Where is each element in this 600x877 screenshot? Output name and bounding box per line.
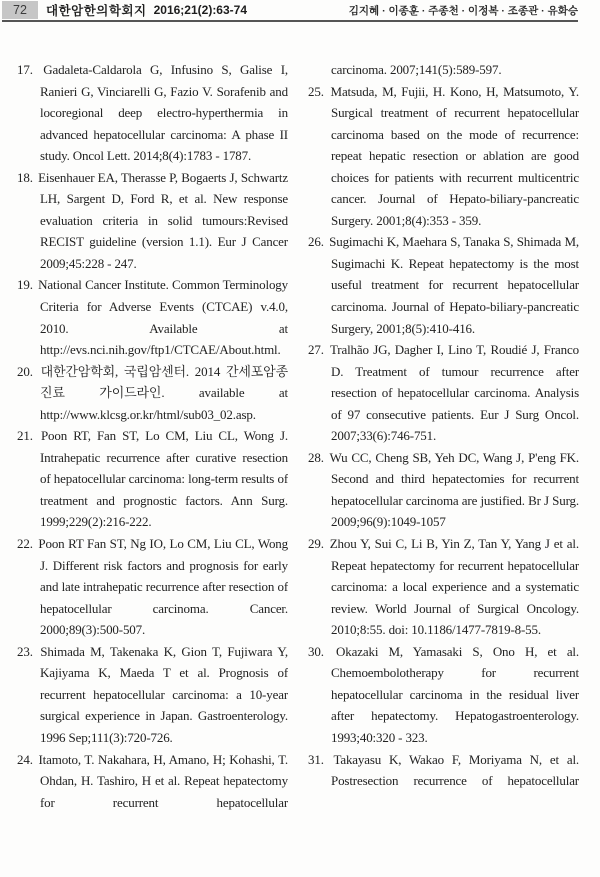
reference-text: Shimada M, Takenaka K, Gion T, Fujiwara Y, Kajiyama K, Maeda T et al. Prognosis of recurrent hepatocellular carcinoma: a 10-year surgical experience in Japan. Gastroenterology. 1996 Sep;111(3):720-726. <box>40 643 288 745</box>
reference-item <box>308 81 579 232</box>
reference-text: Eisenhauer EA, Therasse P, Bogaerts J, Schwartz LH, Sargent D, Ford R, et al. New response evaluation criteria in solid tumours:Revised RECIST guideline (version 1.1). Eur J Cancer 2009;45:228 - 247. <box>38 169 288 271</box>
reference-text: 대한간암학회, 국립암센터. 2014 간세포암종 진료 가이드라인. available at http://www.klcsg.or.kr/html/sub03_02.asp. <box>40 363 288 422</box>
reference-item <box>308 59 579 81</box>
reference-number: 30. <box>308 643 324 659</box>
reference-number: 19. <box>17 277 33 293</box>
reference-number: 25. <box>308 83 324 99</box>
references-column-right <box>308 59 579 877</box>
reference-item <box>17 533 288 641</box>
reference-text: Tralhão JG, Dagher I, Lino T, Roudié J, Franco D. Treatment of tumour recurrence after resection of hepatocellular carcinoma. Analysis of 97 consecutive patients. Eur J Surg Oncol. 2007;33(6):746-751. <box>329 342 579 444</box>
reference-number: 27. <box>308 342 324 358</box>
reference-item <box>308 447 579 533</box>
reference-item <box>17 641 288 749</box>
reference-text: Okazaki M, Yamasaki S, Ono H, et al. Chemoembolotherapy for recurrent hepatocellular carcinoma in the residual liver after hepatectomy. Hepatogastroenterology. 1993;40:320 - 323. <box>331 643 579 745</box>
reference-text: Wu CC, Cheng SB, Yeh DC, Wang J, P'eng FK. Second and third hepatectomies for recurrent hepatocellular carcinoma are justified. Br J Surg. 2009;96(9):1049-1057 <box>329 449 579 530</box>
reference-item <box>17 167 288 275</box>
references-column-left <box>17 59 288 877</box>
reference-number: 21. <box>17 428 33 444</box>
reference-item <box>17 274 288 360</box>
reference-number: 31. <box>308 751 324 767</box>
reference-number: 26. <box>308 234 324 250</box>
reference-item <box>17 749 288 814</box>
reference-item <box>17 425 288 533</box>
author-names: 김지혜 · 이종훈 · 주종천 · 이정복 · 조종관 · 유화승 <box>348 4 578 17</box>
reference-text: National Cancer Institute. Common Terminology Criteria for Adverse Events (CTCAE) v.4.0, 2010. Available at http://evs.nci.nih.gov/ftp1/CTCAE/About.html. <box>38 277 288 358</box>
reference-number: 20. <box>17 363 33 379</box>
page-number: 72 <box>2 1 38 19</box>
reference-text: carcinoma. 2007;141(5):589-597. <box>331 62 502 77</box>
reference-item <box>17 361 288 426</box>
reference-item <box>308 641 579 749</box>
reference-text: Zhou Y, Sui C, Li B, Yin Z, Tan Y, Yang J et al. Repeat hepatectomy for recurrent hepatocellular carcinoma: a local experience and a systematic review. World Journal of Surgical Oncology. 2010;8:55. doi: 10.1186/1477-7819-8-55. <box>329 536 579 638</box>
reference-item <box>308 231 579 339</box>
reference-number: 29. <box>308 536 324 552</box>
running-header <box>2 0 578 22</box>
reference-item <box>308 339 579 447</box>
reference-number: 23. <box>17 643 33 659</box>
reference-number: 24. <box>17 751 33 767</box>
reference-text: Gadaleta-Caldarola G, Infusino S, Galise I, Ranieri G, Vinciarelli G, Fazio V. Sorafenib and locoregional deep electro-hyperthermia in advanced hepatocellular carcinoma: A phase II study. Oncol Lett. 2014;8(4):1783 - 1787. <box>40 62 288 164</box>
reference-text: Sugimachi K, Maehara S, Tanaka S, Shimada M, Sugimachi K. Repeat hepatectomy is the most useful treatment for recurrent hepatocellular carcinoma. Journal of Hepato-biliary-pancreatic Surgery, 2001;8(5):410-416. <box>329 234 579 336</box>
journal-citation: 2016;21(2):63-74 <box>153 3 248 17</box>
reference-number: 17. <box>17 62 33 77</box>
journal-title: 대한암한의학회지 <box>46 4 147 18</box>
reference-item <box>17 59 288 167</box>
reference-text: Matsuda, M, Fujii, H. Kono, H, Matsumoto, Y. Surgical treatment of recurrent hepatocellular carcinoma based on the mode of recurrence: repeat hepatic resection or ablation are good choices for patients with recurrent multicentric cancer. Journal of Hepato-biliary-pancreatic Surgery. 2001;8(4):353 - 359. <box>330 83 579 228</box>
reference-text: Itamoto, T. Nakahara, H, Amano, H; Kohashi, T. Ohdan, H. Tashiro, H et al. Repeat hepatectomy for recurrent hepatocellular <box>38 751 288 810</box>
reference-number: 28. <box>308 449 324 465</box>
reference-number: 18. <box>17 169 33 185</box>
reference-number: 22. <box>17 536 33 552</box>
reference-item <box>308 749 579 792</box>
reference-text: Takayasu K, Wakao F, Moriyama N, et al. Postresection recurrence of hepatocellular <box>331 751 579 789</box>
reference-text: Poon RT Fan ST, Ng IO, Lo CM, Liu CL, Wong J. Different risk factors and prognosis for early and late intrahepatic recurrence after resection of hepatocellular carcinoma. Cancer. 2000;89(3):500-507. <box>38 536 288 638</box>
reference-item <box>308 533 579 641</box>
reference-list <box>17 59 579 877</box>
reference-text: Poon RT, Fan ST, Lo CM, Liu CL, Wong J. Intrahepatic recurrence after curative resection of hepatocellular carcinoma: long-term results of treatment and prognostic factors. Ann Surg. 1999;229(2):216-222. <box>40 428 288 530</box>
